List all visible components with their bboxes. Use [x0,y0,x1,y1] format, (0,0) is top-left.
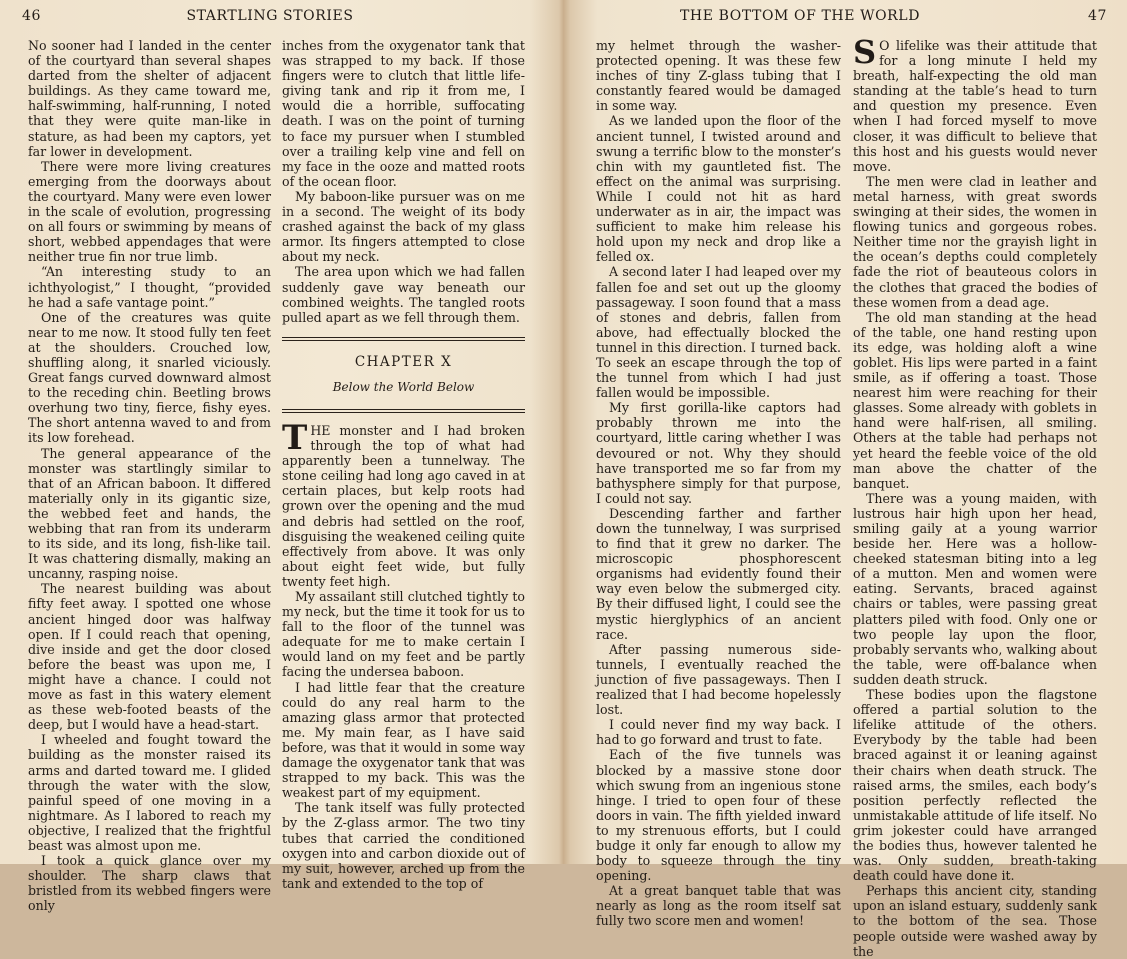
paragraph: inches from the oxygenator tank that was strapped to my back. If those fingers were to clutch that little life-giving tank and rip it from me, I would die a horrible, suffocating death. I was on the point of turning to face my pursuer when I stumbled over a trailing kelp vine and fell on my face in the ooze and matted roots of the ocean floor. [282,38,525,189]
paragraph: I had little fear that the creature could do any real harm to the amazing glass armor that protected me. My main fear, as I have said before, was that it would in some way damage the oxygenator tank that was strapped to my back. This was the weakest part of my equipment. [282,679,525,801]
chapter-heading [282,337,525,413]
paragraph: There was a young maiden, with lustrous hair high upon her head, smiling gaily at a young warrior beside her. Here was a hollow-cheeked statesman biting into a leg of a mutton. Men and women were eating. Servants, braced against chairs or tables, were passing great platters piled with food. Only one or two people lay upon the floor, probably servants who, walking about the table, were off-balance when sudden death struck. [853,490,1097,687]
chapter-opening-paragraph [282,417,525,589]
running-head-title: THE BOTTOM OF THE WORLD [679,8,921,24]
paragraph: Descending farther and farther down the tunnelway, I was surprised to find that it grew no darker. The microscopic phosphorescent organisms had evidently found their way even below the submerged city. By their diffused light, I could see the mystic hierglyphics of an ancient race. [596,505,841,642]
chapter-subtitle: Below the World Below [332,379,475,394]
right-running-head [563,8,1127,28]
paragraph-text: O lifelike was their attitude that for a long minute I held my breath, half-expecting the old man standing at the table’s head to turn and question my presence. Even when I had forced myself to move closer, it was difficult to believe that this host and his guests would never move. [853,38,1097,174]
paragraph: After passing numerous side-tunnels, I eventually reached the junction of five passageways. Then I realized that I had become hopelessly lost. [596,641,841,718]
paragraph: As we landed upon the floor of the ancient tunnel, I twisted around and swung a terrific blow to the monster’s chin with my gauntleted fist. The effect on the animal was surprising. While I could not hit as hard underwater as in air, the impact was sufficient to make him release his hold upon my neck and drop like a felled ox. [596,113,841,265]
chapter-rule-top [282,337,525,341]
paragraph: Perhaps this ancient city, standing upon an island estuary, suddenly sank to the bottom of the sea. Those people outside were washed away by the [853,883,1097,959]
paragraph: My baboon-like pursuer was on me in a second. The weight of its body crashed against the back of my glass armor. Its fingers attempted to close about my neck. [282,188,525,265]
paragraph: The area upon which we had fallen suddenly gave way beneath our combined weights. The tangled roots pulled apart as we fell through them. [282,264,525,325]
paragraph: “An interesting study to an ichthyologist,” I thought, “provided he had a safe vantage point.” [28,264,271,310]
left-column-1 [28,38,271,914]
paragraph: These bodies upon the flagstone offered a partial solution to the lifelike attitude of the others. Everybody by the table had been braced against it or leaning against their chairs when death struck. The raised arms, the smiles, each body’s position perfectly reflected the unmistakable attitude of life itself. No grim jokester could have arranged the bodies thus, however talented he was. Only sudden, breath-taking death could have done it. [853,687,1097,884]
paragraph: A second later I had leaped over my fallen foe and set out up the gloomy passageway. I soon found that a mass of stones and debris, fallen from above, had effectually blocked the tunnel in this direction. I turned back. To seek an escape through the top of the tunnel from which I had just fallen would be impossible. [596,264,841,401]
drop-cap: S [853,33,877,71]
chapter-title: CHAPTER X [354,353,453,370]
paragraph: My assailant still clutched tightly to my neck, but the time it took for us to fall to the floor of the tunnel was adequate for me to make certain I would land on my feet and be partly facing the undersea baboon. [282,589,525,680]
paragraph: The nearest building was about fifty feet away. I spotted one whose ancient hinged door was halfway open. If I could reach that opening, dive inside and get the door closed before the beast was upon me, I might have a chance. I could not move as fast in this watery element as these web-footed beasts of the deep, but I would have a head-start. [28,581,271,733]
paragraph: My first gorilla-like captors had probably thrown me into the courtyard, little caring whether I was devoured or not. Why they should have transported me so far from my bathysphere simply for that purpose, I could not say. [596,400,841,506]
paragraph: I wheeled and fought toward the building as the monster raised its arms and darted toward me. I glided through the water with the slow, painful speed of one moving in a nightmare. As I labored to reach my objective, I realized that the frightful beast was almost upon me. [28,732,271,853]
left-running-head [0,8,560,28]
paragraph: I took a quick glance over my shoulder. The sharp claws that bristled from its webbed fingers were only [28,853,271,914]
paragraph: No sooner had I landed in the center of the courtyard than several shapes darted from the shelter of adjacent buildings. As they came toward me, half-swimming, half-running, I noted that they were quite man-like in stature, as had been my captors, yet far lower in development. [28,38,271,159]
running-head-title: STARTLING STORIES [186,8,354,24]
paragraph: Each of the five tunnels was blocked by a massive stone door which swung from an ingenious stone hinge. I tried to open four of these doors in vain. The fifth yielded inward to my strenuous efforts, but I could budge it only far enough to allow my body to squeeze through the tiny opening. [596,747,841,884]
paragraph: There were more living creatures emerging from the doorways about the courtyard. Many were even lower in the scale of evolution, progressing on all fours or swimming by means of short, webbed appendages that were neither true fin nor true limb. [28,158,271,265]
page-number: 46 [22,8,42,24]
left-column-2 [282,38,525,891]
paragraph: The men were clad in leather and metal harness, with great swords swinging at their sides, the women in flowing tunics and gorgeous robes. Neither time nor the grayish light in the ocean’s depths could completely fade the riot of beauteous colors in the clothes that graced the bodies of these women from a dead age. [853,173,1097,310]
left-page [0,0,560,914]
paragraph: At a great banquet table that was nearly as long as the room itself sat fully two score men and women! [596,883,841,929]
chapter-rule-bottom [282,409,525,413]
paragraph-text: HE monster and I had broken through the top of what had apparently been a tunnelway. The stone ceiling had long ago caved in at certain places, but kelp roots had grown over the opening and the mud and debris had settled on the roof, disguising the weakened ceiling quite effectively from above. It was only about eight feet wide, but fully twenty feet high. [282,422,525,589]
paragraph: The old man standing at the head of the table, one hand resting upon its edge, was holding aloft a wine goblet. His lips were parted in a faint smile, as if offering a toast. Those nearest him were reaching for their glasses. Some already with goblets in hand were half-risen, all smiling. Others at the table had perhaps not yet heard the feeble voice of the old man above the chatter of the banquet. [853,309,1097,491]
paragraph: The tank itself was fully protected by the Z-glass armor. The two tiny tubes that carried the conditioned oxygen into and carbon dioxide out of my suit, however, arched up from the tank and extended to the top of [282,800,525,891]
paragraph: my helmet through the washer-protected opening. It was these few inches of tiny Z-glass tubing that I constantly feared would be damaged in some way. [596,38,841,114]
paragraph: I could never find my way back. I had to go forward and trust to fate. [596,717,841,748]
right-column-1 [596,38,841,929]
section-opening-paragraph [853,33,1097,174]
paragraph: The general appearance of the monster was startlingly similar to that of an African baboon. It differed materially only in its gigantic size, the webbed feet and hands, the webbing that ran from its underarm to its side, and its long, fish-like tail. It was chattering dismally, making an uncanny, rasping noise. [28,445,271,582]
right-column-2 [853,33,1097,959]
page-number: 47 [1087,8,1107,24]
right-page [563,0,1127,959]
paragraph: One of the creatures was quite near to me now. It stood fully ten feet at the shoulders. Crouched low, shuffling along, it snarled viciously. Great fangs curved downward almost to the receding chin. Beetling brows overhung two tiny, fierce, fishy eyes. The short antenna waved to and from its low forehead. [28,309,271,446]
drop-cap: T [282,417,308,458]
